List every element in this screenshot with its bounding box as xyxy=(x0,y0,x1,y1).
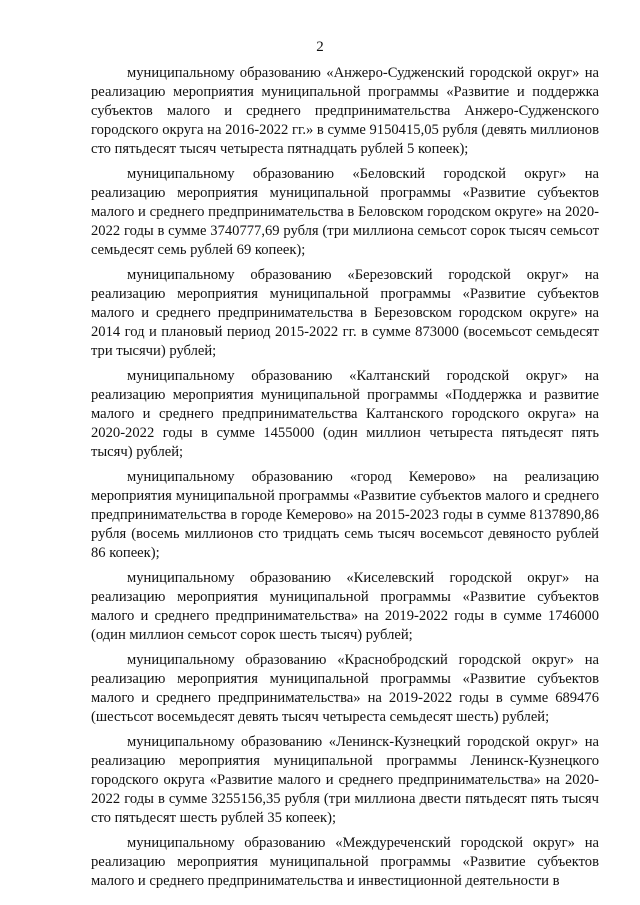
paragraph-kaltansky: муниципальному образованию «Калтанский городской округ» на реализацию мероприятия муниципальной программы «Поддержка и развитие малого и среднего предпринимательства Калтанского городского округа» на 2020-2022 годы в сумме 1455000 (один миллион четыреста пятьдесят пять тысяч) рублей; xyxy=(91,368,599,460)
paragraph-anzhero-sudzhensky: муниципальному образованию «Анжеро-Судженский городской округ» на реализацию мероприятия муниципальной программы «Развитие и поддержка субъектов малого и среднего предпринимательства Анжеро-Судженского городского округа на 2016-2022 гг.» в сумме 9150415,05 рубля (девять миллионов сто пятьдесят тысяч четыреста пятнадцать рублей 5 копеек); xyxy=(91,65,599,157)
document-body xyxy=(91,64,599,897)
paragraph-kemerovo: муниципальному образованию «город Кемерово» на реализацию мероприятия муниципальной программы «Развитие субъектов малого и среднего предпринимательства в городе Кемерово» на 2015-2023 годы в сумме 8137890,86 рубля (восемь миллионов сто тридцать семь тысяч восемьсот девяносто рублей 86 копеек); xyxy=(91,469,599,561)
page-number: 2 xyxy=(316,39,324,55)
paragraph-kiselevsky: муниципальному образованию «Киселевский городской округ» на реализацию мероприятия муниципальной программы «Развитие субъектов малого и среднего предпринимательства» на 2019-2022 годы в сумме 1746000 (один миллион семьсот сорок шесть тысяч) рублей; xyxy=(91,570,599,643)
paragraph-mezhdurechensky: муниципальному образованию «Междуреченский городской округ» на реализацию мероприятия муниципальной программы «Развитие субъектов малого и среднего предпринимательства и инвестиционной деятельности в xyxy=(91,835,599,889)
paragraph-berezovsky: муниципальному образованию «Березовский городской округ» на реализацию мероприятия муниципальной программы «Развитие субъектов малого и среднего предпринимательства в Березовском городском округе» на 2014 год и плановый период 2015-2022 гг. в сумме 873000 (восемьсот семьдесят три тысячи) рублей; xyxy=(91,267,599,359)
paragraph-krasnobrodsky: муниципальному образованию «Краснобродский городской округ» на реализацию мероприятия муниципальной программы «Развитие субъектов малого и среднего предпринимательства» на 2019-2022 годы в сумме 689476 (шестьсот восемьдесят девять тысяч четыреста семьдесят шесть) рублей; xyxy=(91,652,599,725)
paragraph-belovsky: муниципальному образованию «Беловский городской округ» на реализацию мероприятия муниципальной программы «Развитие субъектов малого и среднего предпринимательства в Беловском городском округе» на 2020-2022 годы в сумме 3740777,69 рубля (три миллиона семьсот сорок тысяч семьсот семьдесят семь рублей 69 копеек); xyxy=(91,166,599,258)
paragraph-leninsk-kuznetsky: муниципальному образованию «Ленинск-Кузнецкий городской округ» на реализацию мероприятия муниципальной программы Ленинск-Кузнецкого городского округа «Развитие малого и среднего предпринимательства» на 2020-2022 годы в сумме 3255156,35 рубля (три миллиона двести пятьдесят пять тысяч сто пятьдесят шесть рублей 35 копеек); xyxy=(91,734,599,826)
